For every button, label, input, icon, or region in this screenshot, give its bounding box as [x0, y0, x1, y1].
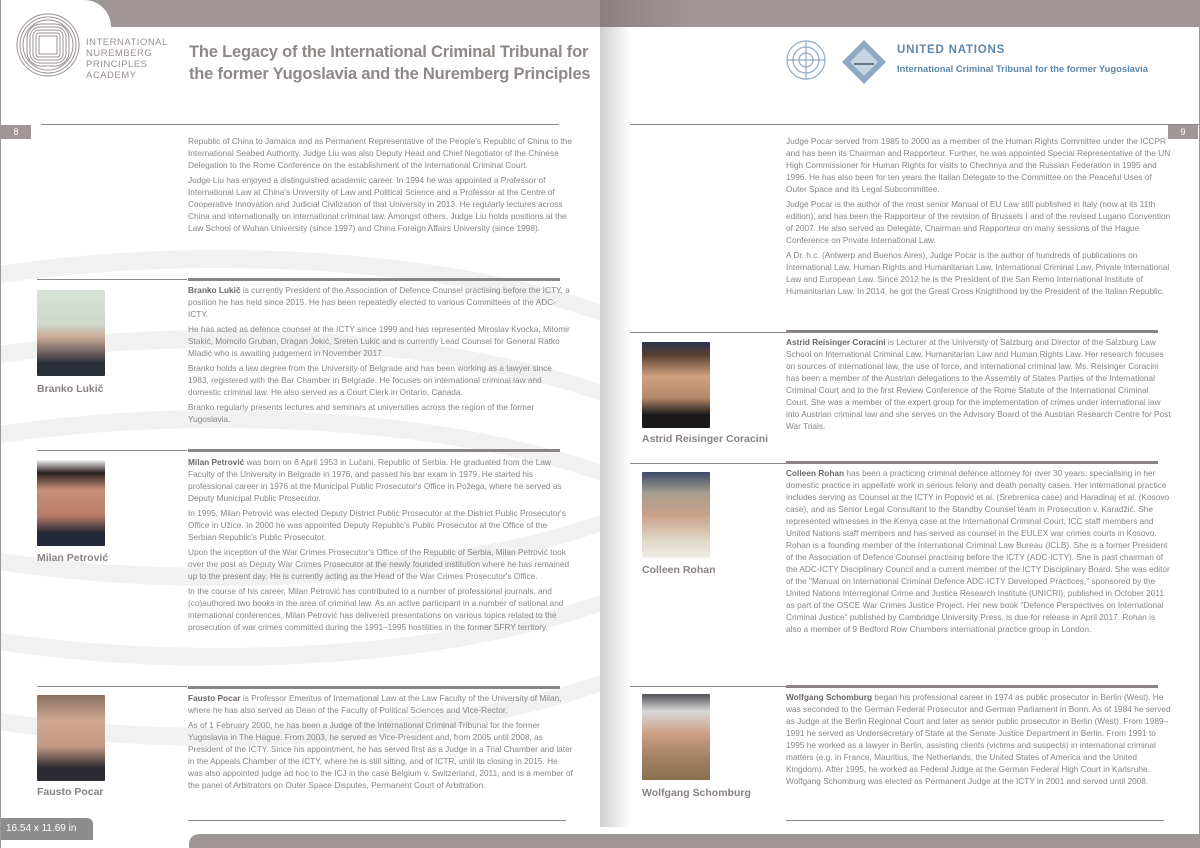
photo-branko-lukic	[37, 290, 105, 376]
bio-lead-name: Colleen Rohan	[786, 468, 845, 478]
header-band	[71, 0, 600, 27]
bio-lead-name: Milan Petrović	[188, 457, 245, 467]
paragraph: He has acted as defence counsel at the ICTY since 1999 and has represented Miroslav Kvocka, Milomir Stakić, Momcilo Gruban, Dragan Jokić, Sreten Lukić and is currently Lead Counsel for General Ratko Mladić who is awaiting judgement in November 2017.	[188, 324, 570, 358]
paragraph	[786, 336, 1171, 432]
title-line: the former Yugoslavia and the Nuremberg Principles	[189, 65, 591, 83]
bio-divider	[630, 332, 786, 333]
right-page	[600, 0, 1200, 848]
paragraph-text: is currently President of the Association of Defence Counsel practising before the ICTY, a position he has held since 2015. He has been repeatedly elected to various Committees of the ADC-ICTY.	[188, 285, 570, 319]
bio-divider	[630, 463, 786, 464]
intro-text	[786, 135, 1171, 300]
bio-lead-name: Astrid Reisinger Coracini	[786, 337, 886, 347]
document-title	[189, 41, 590, 85]
paragraph	[786, 691, 1171, 787]
paragraph	[188, 456, 573, 504]
bio-divider	[786, 820, 1164, 821]
paragraph-text: began his professional career in 1974 as public prosecutor in Berlin (West). He was seconded to the German Federal Prosecutor and German Parliament in Bonn. As of 1984 he served as Judge at the Berlin Regional Court and later as senior public prosecutor in Berlin (West). From 1989–1991 he served as Undersecretary of State at the Senate Justice Department in Berlin. From 1991 to 1995 he worked as a lawyer in Berlin, assisting clients (victims and suspects) in international criminal matters (e.g. in France, Mauritius, the Netherlands, the United States of America and the United Kingdom). After 1995, he worked as Federal Judge at the German Federal High Court in Karlsruhe. Wolfgang Schomburg was elected as Permanent Judge at the ICTY in 2001 and served until 2008.	[786, 692, 1171, 786]
bio-divider-bar	[188, 449, 560, 452]
org-title: UNITED NATIONS	[897, 44, 1006, 56]
bio-divider-bar	[786, 461, 1158, 464]
photo-fausto-pocar	[37, 695, 105, 781]
academy-name	[86, 37, 168, 81]
bio-divider-bar	[786, 330, 1158, 333]
page-number: 9	[1168, 125, 1198, 139]
page-size-badge: 16.54 x 11.69 in	[1, 818, 93, 840]
bio-divider	[37, 450, 187, 451]
bio-divider-bar	[786, 685, 1158, 688]
bio-lead-name: Fausto Pocar	[188, 693, 241, 703]
intro-text	[188, 135, 573, 237]
paragraph-text: is Professor Emeritus of International Law at the Law Faculty of the University of Milan, where he has also served as Dean of the Faculty of Political Sciences and Vice-Rector.	[188, 693, 562, 715]
bio-name: Milan Petrović	[37, 552, 109, 564]
bio-divider	[188, 820, 566, 821]
bio-text	[786, 467, 1171, 638]
bio-text	[786, 691, 1171, 790]
header-divider	[41, 124, 559, 125]
paragraph: In the course of his career, Milan Petrović has contributed to a number of professional journals, and (co)authored two books in the area of criminal law. As an active participant in a number of national and international conferences, Milan Petrović has delivered presentations on various topics related to the prosecution of war crimes committed during the 1991–1995 hostilities in the former SFRY territory.	[188, 586, 564, 632]
paragraph: Branko holds a law degree from the University of Belgrade and has been working as a lawyer since 1983, registered with the Bar Chamber in Belgrade. He focuses on international criminal law and domestic criminal law. He also served as a Court Clerk in Ontario, Canada.	[188, 363, 552, 397]
paragraph: A Dr. h.c. (Antwerp and Buenos Aires), Judge Pocar is the author of hundreds of publications on International Law, Human Rights and Humanitarian Law, International Criminal Law, Private International Law and European Law. Since 2012 he is the President of the San Remo International Institute of Humanitarian Law. In 2014, he got the Great Cross Knighthood by the President of the Italian Republic.	[786, 250, 1170, 296]
nuremberg-academy-logo-icon	[15, 12, 81, 78]
bio-name: Wolfgang Schomburg	[642, 787, 751, 799]
bio-divider	[37, 686, 187, 687]
paragraph: Branko regularly presents lectures and seminars at universities across the region of the former Yugoslavia.	[188, 402, 535, 424]
paragraph-text: has been a practicing criminal defence attorney for over 30 years; specialising in her domestic practice in appellate work in serious felony and death penalty cases. Her international practice includes serving as Counsel at the ICTY in Popović et al. (Srebrenica case) and Haradinaj et al. (Kosovo case), and as Senior Legal Consultant to the Standby Counsel team in Prosecution v. Karadžić. She represented witnesses in the Kenya case at the International Criminal Court, ICC staff members and United Nations staff members and has served as counsel in the EULEX war crimes courts in Kosovo. Rohan is a founding member of the International Criminal Law Bureau (ICLB). She is a former President of the Association of Defence Counsel practising before the ICTY (ADC-ICTY). She is past chairman of the ADC-ICTY Disciplinary Council and a current member of the ICTY Disciplinary Board. She was editor of the "Manual on International Criminal Defence ADC-ICTY Developed Practices," sponsored by the United Nations Interregional Crime and Justice Research Institute (UNICRI), published in October 2011 as part of the OSCE War Crimes Justice Project. Her new book "Defence Perspectives on International Criminal Justice" published by Cambridge University Press, is due for release in April 2017. Rohan is also a member of 9 Bedford Row Chambers international practice group in London.	[786, 468, 1170, 634]
logo-text-line: INTERNATIONAL	[86, 37, 168, 48]
bio-divider	[37, 279, 187, 280]
org-subtitle: International Criminal Tribunal for the former Yugoslavia	[897, 63, 1148, 74]
logo-text-line: ACADEMY	[86, 70, 137, 81]
footer-band	[600, 834, 1199, 848]
bio-text	[188, 284, 573, 428]
photo-milan-petrovic	[37, 460, 105, 546]
bio-text	[188, 456, 573, 636]
paragraph	[786, 467, 1171, 635]
bio-name: Colleen Rohan	[642, 564, 716, 576]
bio-name: Fausto Pocar	[37, 786, 104, 798]
header-band	[600, 0, 1199, 27]
logo-text-line: NUREMBERG	[86, 48, 153, 59]
bio-text	[188, 692, 573, 794]
photo-colleen-rohan	[642, 472, 710, 558]
page-number: 8	[1, 125, 31, 139]
header-divider	[630, 124, 1200, 125]
paragraph: Upon the inception of the War Crimes Prosecutor's Office of the Republic of Serbia, Milan Petrović took over the post as Deputy War Crimes Prosecutor at the newly founded institution where he has remained up to the present day. He is currently acting as the Head of the War Crimes Prosecutor's Office.	[188, 547, 570, 581]
paragraph-text: was born on 6 April 1953 in Lučani, Republic of Serbia. He graduated from the Law Faculty of the University in Belgrade in 1976, and passed his bar exam in 1979. He started his professional career in 1976 at the Municipal Public Prosecutor's Office in Požega, where he served as Deputy Municipal Public Prosecutor.	[188, 457, 562, 503]
un-icty-logo-icon	[782, 38, 892, 86]
bio-name: Branko Lukič	[37, 383, 104, 395]
logo-text-line: PRINCIPLES	[86, 59, 148, 70]
bio-lead-name: Branko Lukič	[188, 285, 241, 295]
bio-lead-name: Wolfgang Schomburg	[786, 692, 873, 702]
photo-astrid-reisinger-coracini	[642, 342, 710, 428]
bio-name: Astrid Reisinger Coracini	[642, 433, 769, 445]
bio-divider-bar	[188, 278, 560, 281]
paragraph: Republic of China to Jamaica and as Permanent Representative of the People's Republic of China to the International Seabed Authority. Judge Liu was also Deputy Head and Chief Negotiator of the Chinese Delegation to the Rome Conference on the establishment of the International Criminal Court.	[188, 136, 572, 170]
paragraph: As of 1 February 2000, he has been a Judge of the International Criminal Tribunal for the former Yugoslavia in The Hague. From 2003, he served as Vice-President and, from 2005 until 2008, as President of the ICTY. Since his appointment, he has served first as a Judge in a Trial Chamber and later in the Appeals Chamber of the ICTY, where he is still sitting, and of ICTR, until its closing in 2015. He was also appointed judge ad hoc to the ICJ in the case Belgium v. Switzerland, 2011, and is a member of the panel of Arbitrators on Outer Space Disputes, Permanent Court of Arbitration.	[188, 720, 573, 790]
bio-divider-bar	[188, 686, 560, 689]
paragraph-text: is Lecturer at the University of Salzburg and Director of the Salzburg Law School on International Criminal Law, Humanitarian Law and Human Rights Law. Her research focuses on sources of international law, the use of force, and international criminal law. Ms. Reisinger Coracini has been a member of the Austrian delegations to the Assembly of States Parties of the International Criminal Court and to the first Review Conference of the Rome Statute of the International Criminal Court. She was a member of the expert group for the implementation of crimes under international law into Austrian criminal law and she serves on the Advisory Board of the Austrian Research Centre for Post War Trials.	[786, 337, 1171, 431]
paragraph: Judge Pocar served from 1985 to 2000 as a member of the Human Rights Committee under the ICCPR and has been its Chairman and Rapporteur. Further, he was appointed Special Representative of the UN High Commissioner for Human Rights for visits to Chechnya and the Russian Federation in 1995 and 1996. He has also been for ten years the Italian Delegate to the Committee on the Peaceful Uses of Outer Space and its Legal Subcommittee.	[786, 136, 1171, 194]
paragraph: Judge Liu has enjoyed a distinguished academic career. In 1994 he was appointed a Professor of International Law at China's University of Law and Political Science and a Professor at the Centre of Cooperative Innovation and Judicial Civilization of that University in 2013. He regularly lectures across China and internationally on international criminal law. Amongst others, Judge Liu holds positions at the Law School of Wuhan University (since 1997) and China Foreign Affairs University (since 1998).	[188, 175, 567, 233]
title-line: The Legacy of the International Criminal Tribunal for	[189, 43, 589, 61]
spine-shadow	[600, 27, 630, 827]
paragraph	[188, 284, 573, 320]
bio-text	[786, 336, 1171, 435]
bio-divider	[630, 686, 786, 687]
paragraph: Judge Pocar is the author of the most senior Manual of EU Law still published in Italy (now at its 11th edition), and has been the Rapporteur of the revision of Brussels I and of the revised Lugano Convention of 2007. He also served as Delegate, Chairman and Rapporteur on many sessions of the Hague Conference on Private International Law.	[786, 199, 1171, 245]
paragraph	[188, 692, 573, 716]
footer-band	[189, 834, 600, 848]
photo-wolfgang-schomburg	[642, 694, 710, 780]
paragraph: In 1995, Milan Petrović was elected Deputy District Public Prosecutor at the District Public Prosecutor's Office in Užice. In 2000 he was appointed Deputy Republic's Public Prosecutor at the Office of the Serbian Republic's Public Prosecutor.	[188, 508, 566, 542]
